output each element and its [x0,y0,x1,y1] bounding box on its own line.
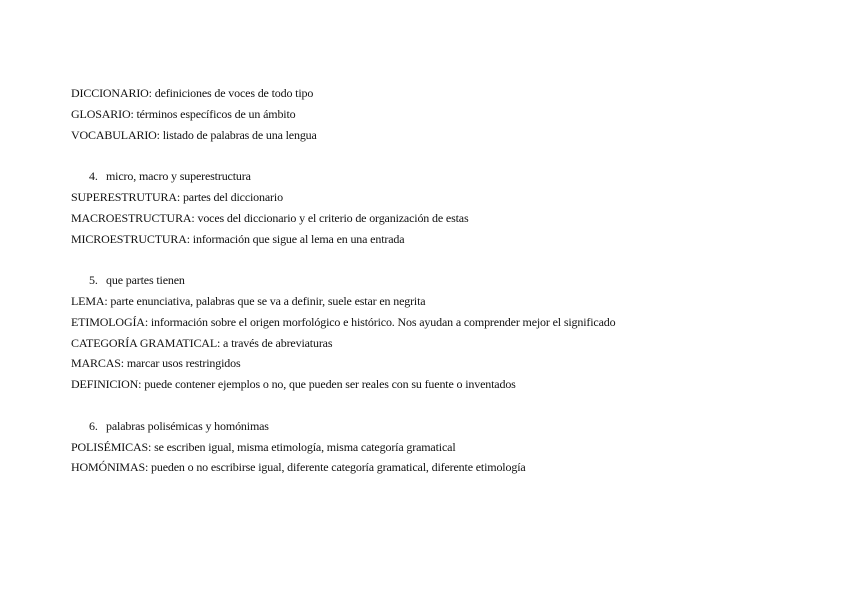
document-body [71,83,831,478]
section-heading-5 [71,270,831,291]
section-4-line-microestructura: MICROESTRUCTURA: información que sigue al lema en una entrada [71,231,405,246]
section-5-line-marcas: MARCAS: marcar usos restringidos [71,356,241,371]
section-4-line-macroestructura: MACROESTRUCTURA: voces del diccionario y el criterio de organización de estas [71,210,469,225]
section-4-line-superestructura: SUPERESTRUTURA: partes del diccionario [71,189,283,204]
section-6-line-homonimas: HOMÓNIMAS: pueden o no escribirse igual, diferente categoría gramatical, diferente etimología [71,460,526,475]
definition-diccionario: DICCIONARIO: definiciones de voces de todo tipo [71,86,314,100]
section-5-line-categoria: CATEGORÍA GRAMATICAL: a través de abreviaturas [71,335,333,350]
section-5-line-etimologia: ETIMOLOGÍA: información sobre el origen morfológico e histórico. Nos ayudan a comprender mejor el significado [71,314,616,329]
definition-vocabulario: VOCABULARIO: listado de palabras de una lengua [71,127,317,142]
section-title: que partes tienen [106,273,185,288]
section-number: 6. [89,418,98,433]
section-number: 4. [89,169,98,184]
paragraph-gap [71,249,831,270]
section-heading-4 [71,166,831,187]
section-title: palabras polisémicas y homónimas [106,418,269,433]
definition-glosario: GLOSARIO: términos específicos de un ámbito [71,106,296,121]
section-title: micro, macro y superestructura [106,169,251,184]
section-5-line-definicion: DEFINICION: puede contener ejemplos o no, que pueden ser reales con su fuente o inventados [71,377,516,392]
section-6-line-polisemicas: POLISÉMICAS: se escriben igual, misma etimología, misma categoría gramatical [71,439,456,454]
section-5-line-lema: LEMA: parte enunciativa, palabras que se va a definir, suele estar en negrita [71,293,426,308]
section-number: 5. [89,273,98,288]
paragraph-gap [71,145,831,166]
section-heading-6 [71,416,831,437]
paragraph-gap [71,395,831,416]
